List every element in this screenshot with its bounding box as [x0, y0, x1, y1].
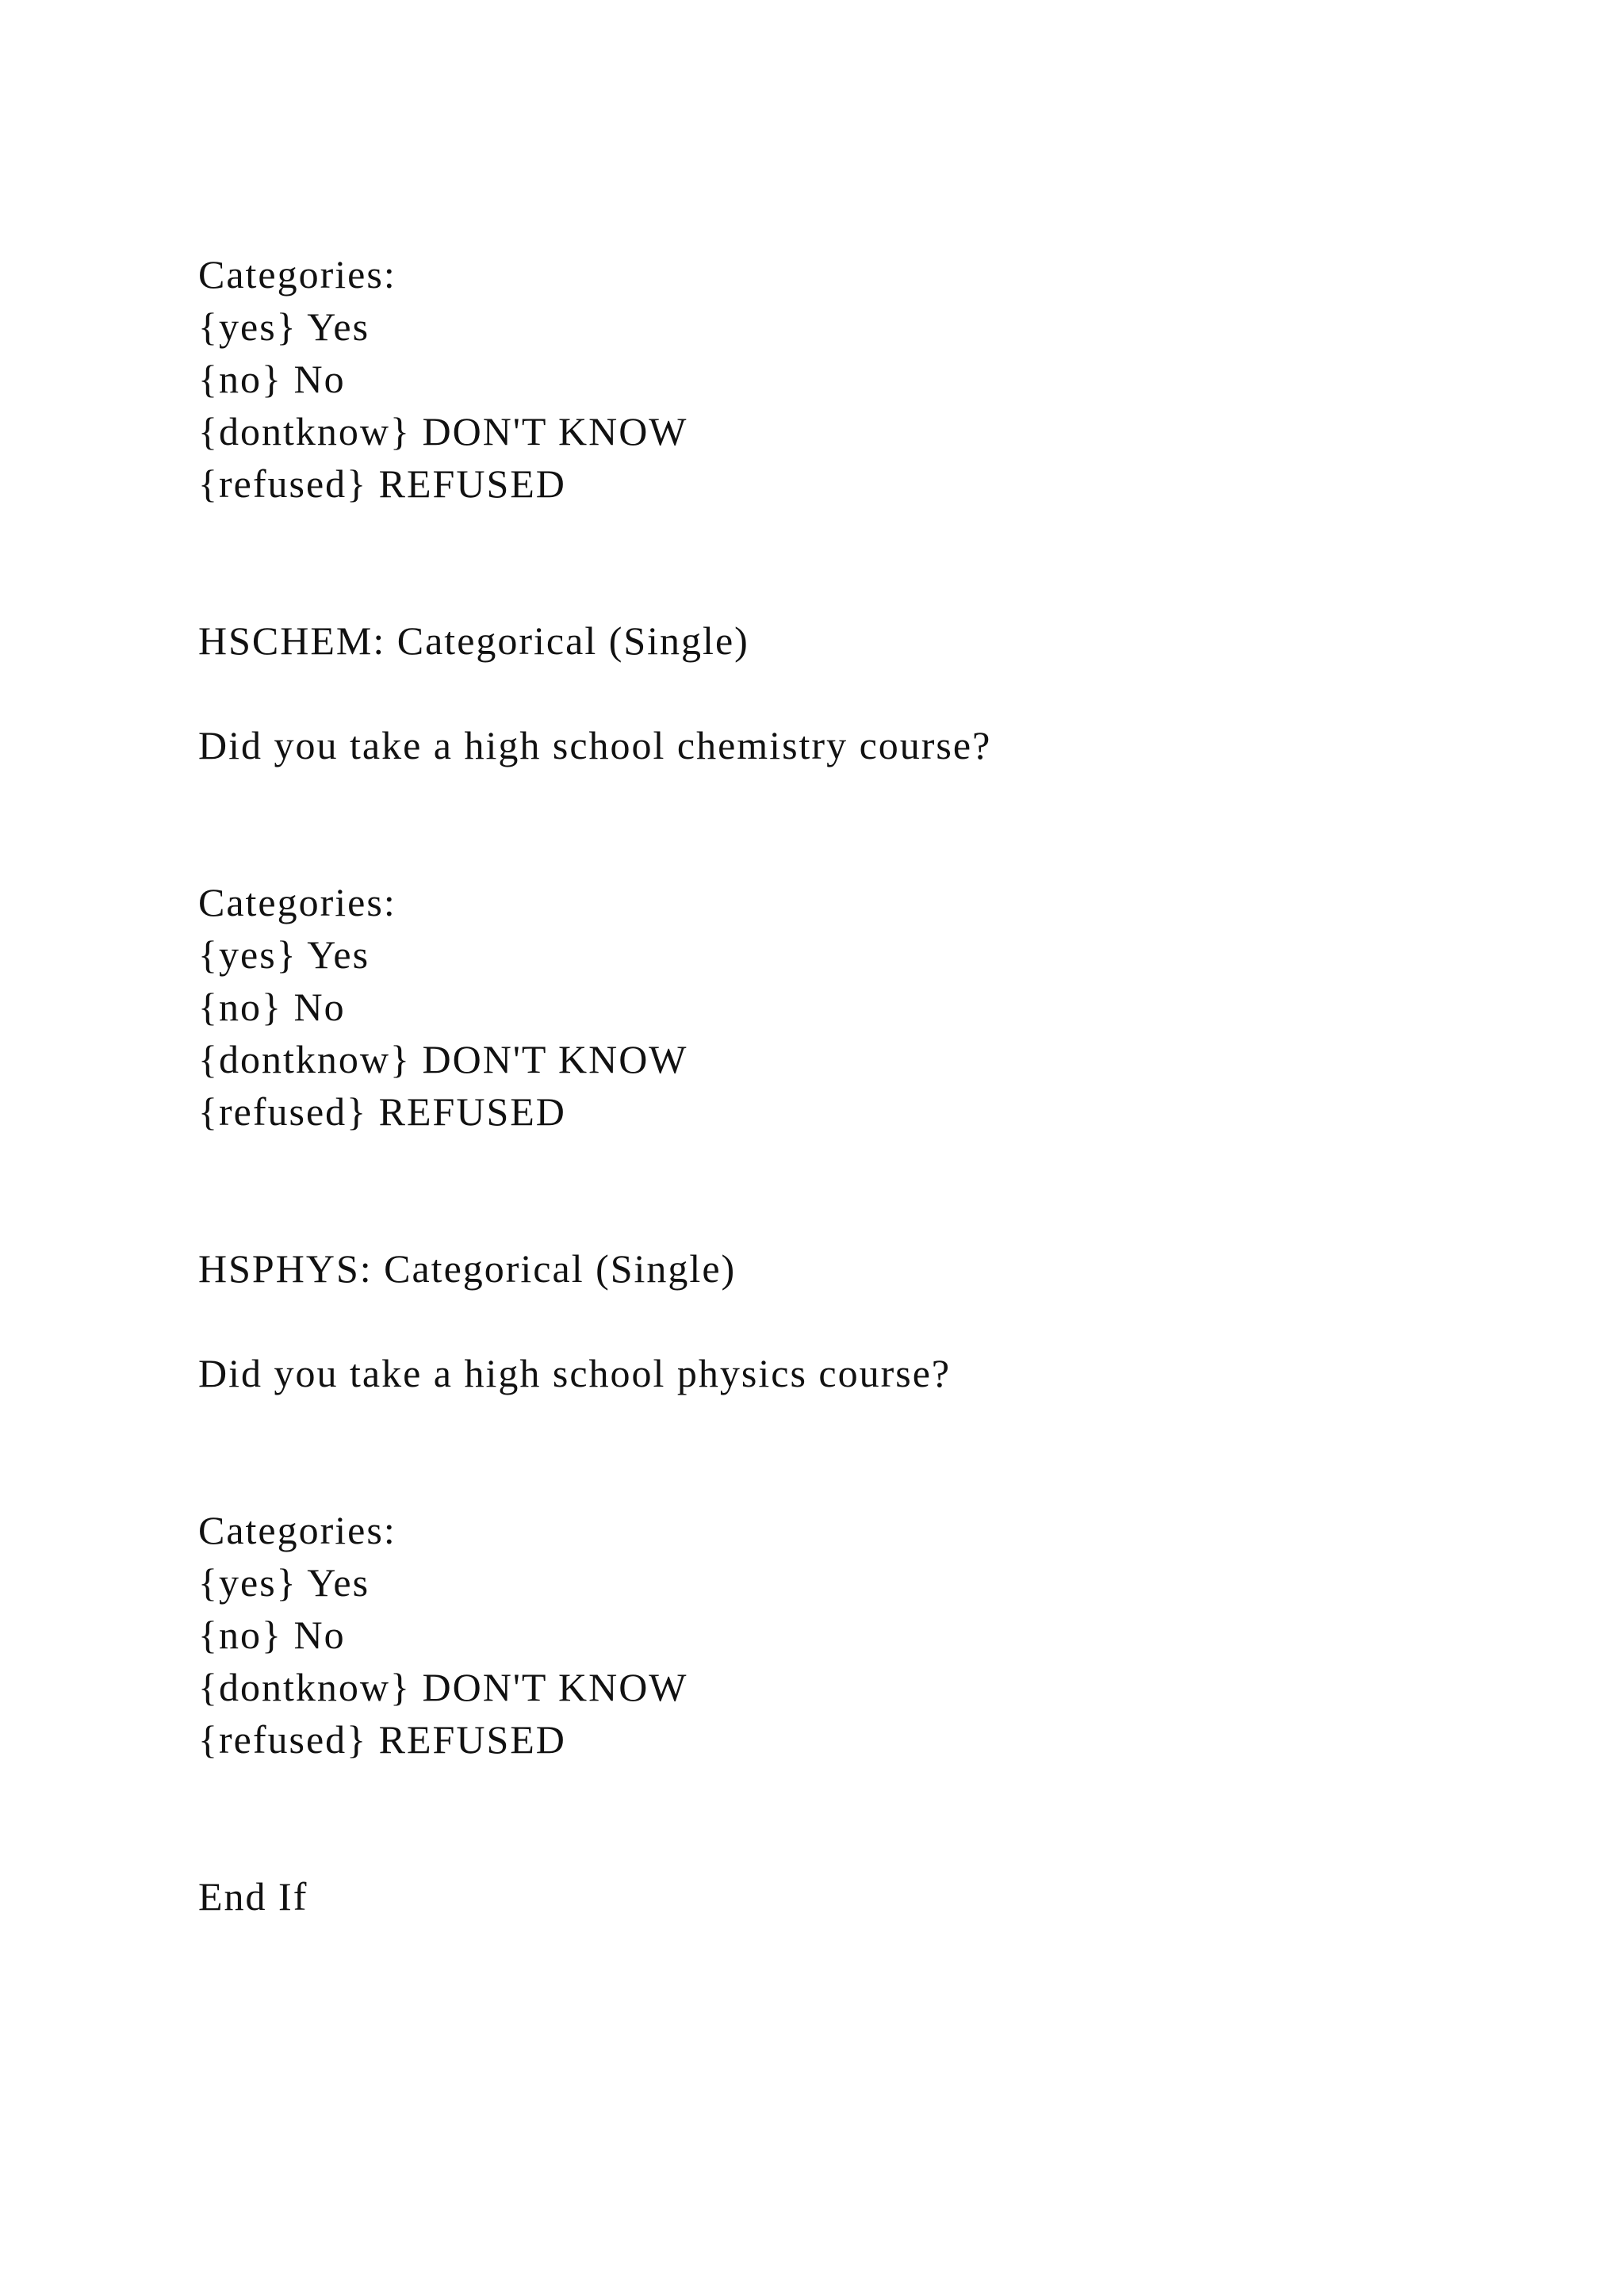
hsphys-option-yes: {yes} Yes: [198, 1560, 370, 1605]
hsphys-option-refused: {refused} REFUSED: [198, 1717, 566, 1762]
hsphys-heading: HSPHYS: Categorical (Single): [198, 1246, 737, 1291]
hschem-option-dontknow: {dontknow} DON'T KNOW: [198, 1037, 688, 1081]
category-option-dontknow: {dontknow} DON'T KNOW: [198, 409, 688, 453]
hsphys-option-no: {no} No: [198, 1613, 346, 1657]
hschem-heading: HSCHEM: Categorical (Single): [198, 618, 749, 663]
hschem-option-yes: {yes} Yes: [198, 932, 370, 977]
hschem-categories-label: Categories:: [198, 880, 396, 924]
category-option-yes: {yes} Yes: [198, 304, 370, 349]
hschem-option-refused: {refused} REFUSED: [198, 1089, 566, 1134]
hsphys-option-dontknow: {dontknow} DON'T KNOW: [198, 1665, 688, 1709]
hsphys-question: Did you take a high school physics course?: [198, 1351, 952, 1395]
hschem-option-no: {no} No: [198, 985, 346, 1029]
category-option-no: {no} No: [198, 357, 346, 401]
end-if-statement: End If: [198, 1874, 308, 1919]
hschem-question: Did you take a high school chemistry course?: [198, 723, 992, 767]
category-option-refused: {refused} REFUSED: [198, 461, 566, 506]
hsphys-categories-label: Categories:: [198, 1508, 396, 1552]
categories-label: Categories:: [198, 252, 396, 297]
